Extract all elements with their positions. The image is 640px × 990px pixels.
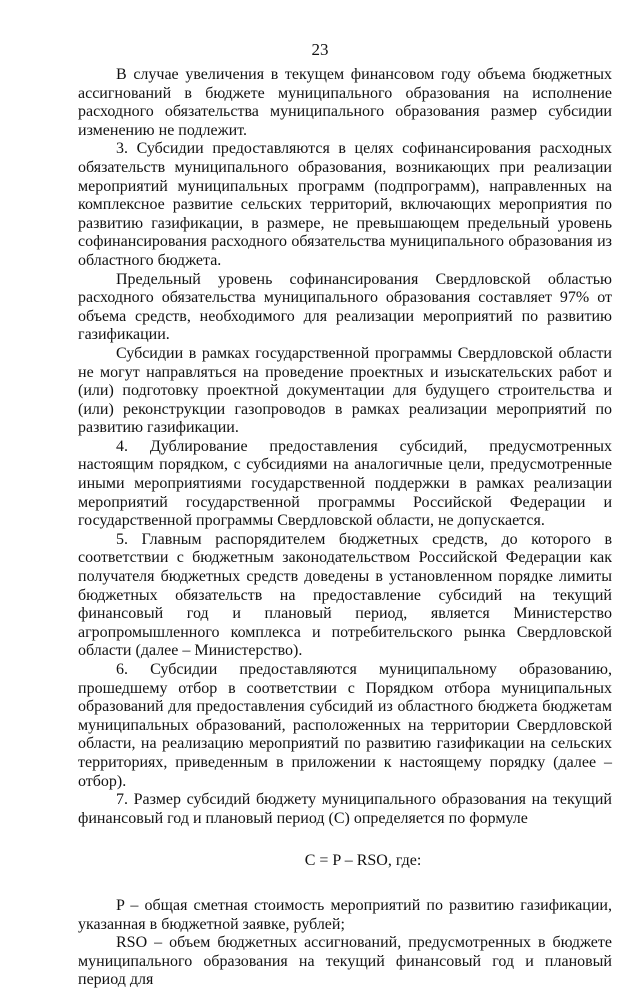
paragraph: 5. Главным распорядителем бюджетных средств, до которого в соответствии с бюджетным законодательством Российской Федерации как получателя бюджетных средств доведены в установленном порядке лимиты бюджетных обязательств на предоставление субсидий на текущий финансовый год и плановый период, является Министерство агропромышленного комплекса и потребительского рынка Свердловской области (далее – Министерство). xyxy=(78,530,612,660)
paragraph: 4. Дублирование предоставления субсидий, предусмотренных настоящим порядком, с субсидиями на аналогичные цели, предусмотренные иными мероприятиями государственной поддержки в рамках реализации мероприятий государственной программы Российской Федерации и государственной программы Свердловской области, не допускается. xyxy=(78,437,612,530)
paragraph: 3. Субсидии предоставляются в целях софинансирования расходных обязательств муниципального образования, возникающих при реализации мероприятий муниципальных программ (подпрограмм), направленных на комплексное развитие сельских территорий, включающих мероприятия по развитию газификации, в размере, не превышающем предельный уровень софинансирования расходного обязательства муниципального образования из областного бюджета. xyxy=(78,140,612,269)
definition-rso: RSO – объем бюджетных ассигнований, предусмотренных в бюджете муниципального образования на текущий финансовый год и плановый период для xyxy=(78,934,612,989)
formula: C = P – RSO, где: xyxy=(304,852,422,870)
paragraph: 7. Размер субсидий бюджету муниципального образования на текущий финансовый год и плановый период (С) определяется по формуле xyxy=(78,791,612,827)
paragraph: Субсидии в рамках государственной программы Свердловской области не могут направляться на проведение проектных и изыскательских работ и (или) подготовку проектной документации для будущего строительства и (или) реконструкции газопроводов в рамках реализации мероприятий по развитию газификации. xyxy=(78,344,612,437)
paragraph: Предельный уровень софинансирования Свердловской областью расходного обязательства муниципального образования составляет 97% от объема средств, необходимого для реализации мероприятий по развитию газификации. xyxy=(78,270,612,344)
document-body xyxy=(78,66,612,990)
paragraph: 6. Субсидии предоставляются муниципальному образованию, прошедшему отбор в соответствии с Порядком отбора муниципальных образований для предоставления субсидий из областного бюджета бюджетам муниципальных образований, расположенных на территории Свердловской области, на реализацию мероприятий по развитию газификации на сельских территориях, приведенным в приложении к настоящему порядку (далее – отбор). xyxy=(78,661,612,790)
page-number: 23 xyxy=(311,40,329,59)
paragraph: В случае увеличения в текущем финансовом году объема бюджетных ассигнований в бюджете муниципального образования на исполнение расходного обязательства муниципального образования размер субсидии изменению не подлежит. xyxy=(78,66,612,139)
definition-p: P – общая сметная стоимость мероприятий по развитию газификации, указанная в бюджетной заявке, рублей; xyxy=(78,896,612,933)
